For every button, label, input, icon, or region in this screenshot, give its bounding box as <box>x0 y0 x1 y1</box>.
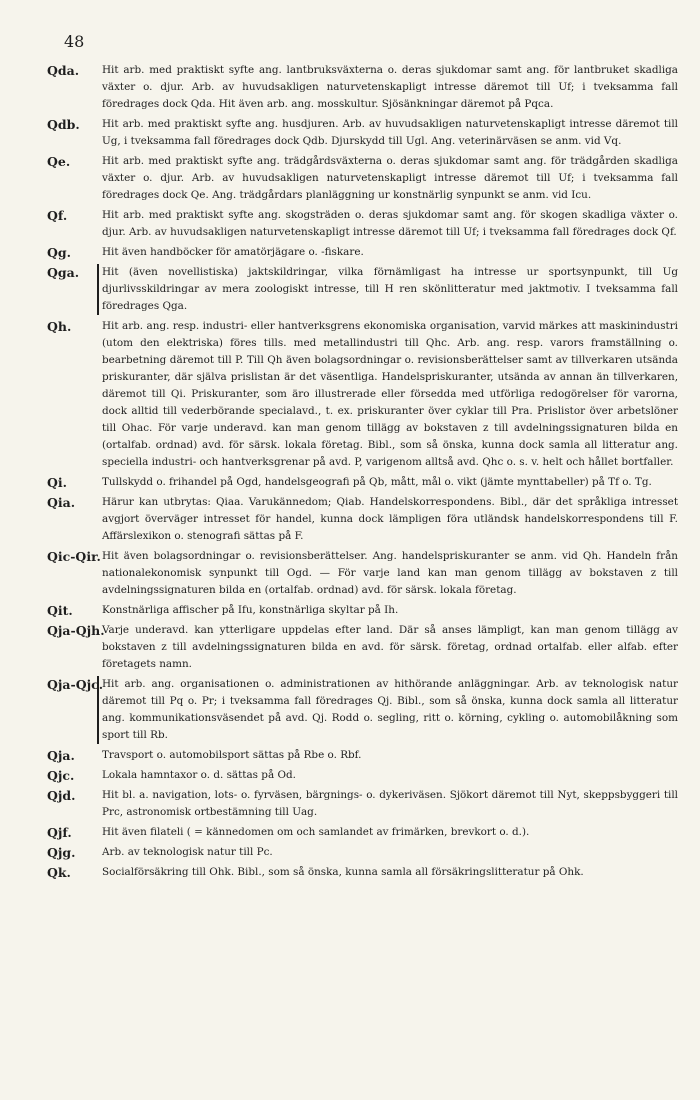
page-number: 48 <box>64 32 85 51</box>
entry <box>0 116 700 150</box>
entry-text: Hit bl. a. navigation, lots- o. fyrväsen, bärgnings- o. dykeriväsen. Sjökort däremot till Nyt, skeppsbyggeri till Prc, astronomisk ortbestämning till Uag. <box>102 789 678 818</box>
entry-text: Hit arb. med praktiskt syfte ang. trädgårdsväxterna o. deras sjukdomar samt ang. för trädgården skadliga växter o. djur. Arb. av huvudsakligen naturvetenskapligt intresse däremot till Uf; i tveksamma fall föredrages dock Qe. Ang. trädgårdars planläggning ur konstnärlig synpunkt se anm. vid Icu. <box>102 155 678 201</box>
entry-text: Travsport o. automobilsport sättas på Rbe o. Rbf. <box>102 749 362 761</box>
entry <box>0 767 700 784</box>
entry-text: Hit arb. med praktiskt syfte ang. skogsträden o. deras sjukdomar samt ang. för skogen skadliga växter o. djur. Arb. av huvudsakligen naturvetenskapligt intresse däremot till Uf; i tveksamma fall föredrages dock Qf. <box>102 209 678 238</box>
entry <box>0 824 700 841</box>
entry-code: Qga. <box>47 265 80 280</box>
entry-code: Qda. <box>47 63 80 78</box>
entry-text: Härur kan utbrytas: Qiaa. Varukännedom; Qiab. Handelskorrespondens. Bibl., där det språkliga intresset avgjort överväger intresset för handel, kunna dock lämpligen föra utländsk handelskorrespondens till F. Affärslexikon o. stenografi sättas på F. <box>102 496 678 542</box>
entry-code: Qjd. <box>47 788 76 803</box>
entry-code: Qjc. <box>47 768 75 783</box>
entry-text: Hit även bolagsordningar o. revisionsberättelser. Ang. handelspriskuranter se anm. vid Qh. Handeln från nationalekonomisk synpunkt till Ogd. — För varje land kan man genom tillägg av bokstaven z till avdelningssignaturen bilda en (ortalfab. ordnad) avd. för särsk. lokala företag. <box>102 550 678 596</box>
entry-code: Qjg. <box>47 845 76 860</box>
entry-code: Qic-Qir. <box>47 549 101 564</box>
entry-code: Qdb. <box>47 117 80 132</box>
entry-text: Lokala hamntaxor o. d. sättas på Od. <box>102 769 296 781</box>
entry <box>0 548 700 599</box>
entry <box>0 474 700 491</box>
entry-text: Hit (även novellistiska) jaktskildringar, vilka förnämligast ha intresse ur sportsynpunkt, till Ug djurlivsskildringar av mera zoologiskt intresse, till H ren skönlitteratur med jaktmotiv. I tveksamma fall föredrages Qga. <box>97 264 678 315</box>
entry-code: Qg. <box>47 245 71 260</box>
entry-code: Qit. <box>47 603 73 618</box>
entry-code: Qjf. <box>47 825 72 840</box>
entry-code: Qia. <box>47 495 76 510</box>
entry-text: Hit arb. med praktiskt syfte ang. lantbruksväxterna o. deras sjukdomar samt ang. för lantbruket skadliga växter o. djur. Arb. av huvudsakligen naturvetenskapligt intresse däremot till Uf; i tveksamma fall föredrages dock Qda. Hit även arb. ang. mosskultur. Sjösänkningar däremot på Pqca. <box>102 64 678 110</box>
entry <box>0 622 700 673</box>
entry-text: Arb. av teknologisk natur till Pc. <box>102 846 273 858</box>
entry-text: Hit även handböcker för amatörjägare o. -fiskare. <box>102 246 364 258</box>
entry-list <box>0 62 700 884</box>
entry <box>0 318 700 471</box>
entry <box>0 62 700 113</box>
entry <box>0 494 700 545</box>
entry-code: Qja. <box>47 748 75 763</box>
entry <box>0 153 700 204</box>
entry <box>0 747 700 764</box>
entry <box>0 864 700 881</box>
entry-text: Varje underavd. kan ytterligare uppdelas efter land. Där så anses lämpligt, kan man genom tillägg av bokstaven z till avdelningssignaturen bilda en avd. för särsk. företag, ordnad ortalfab. eller alfab. efter företagets namn. <box>102 624 678 670</box>
entry <box>0 676 700 744</box>
entry-text: Hit arb. ang. resp. industri- eller hantverksgrens ekonomiska organisation, varvid märkes att maskinindustri (utom den elektriska) föres tills. med metallindustri till Qhc. Arb. ang. resp. varors framställning o. bearbetning däremot till P. Till Qh även bolagsordningar o. revisionsberättelser samt av tillverkaren utsända priskuranter, där själva prislistan är det väsentliga. Handelspriskuranter, utsända av annan än tillverkaren, däremot till Qi. Priskuranter, som äro illustrerade eller försedda med utförliga redogörelser för varorna, dock alltid till vederbörande specialavd., t. ex. priskuranter över cyklar till Pra. Prislistor över arbetslöner till Ohac. För varje underavd. kan man genom tillägg av bokstaven z till avdelningssignaturen bilda en (ortalfab. ordnad) avd. för särsk. lokala företag. Bibl., som så önska, kunna dock samla all litteratur ang. speciella industri- och hantverksgrenar på avd. P, varigenom alltså avd. Qhc o. s. v. helt och hållet bortfaller. <box>102 320 678 468</box>
entry-text: Hit arb. med praktiskt syfte ang. husdjuren. Arb. av huvudsakligen naturvetenskapligt intresse däremot till Ug, i tveksamma fall föredrages dock Qdb. Djurskydd till Ugl. Ang. veterinärväsen se anm. vid Vq. <box>102 118 678 147</box>
entry-code: Qe. <box>47 154 71 169</box>
entry <box>0 787 700 821</box>
entry <box>0 244 700 261</box>
entry-text: Tullskydd o. frihandel på Ogd, handelsgeografi på Qb, mått, mål o. vikt (jämte mynttabeller) på Tf o. Tg. <box>102 476 652 488</box>
entry-text: Konstnärliga affischer på Ifu, konstnärliga skyltar på Ih. <box>102 604 399 616</box>
entry <box>0 207 700 241</box>
entry <box>0 602 700 619</box>
entry-code: Qi. <box>47 475 67 490</box>
entry-text: Hit även filateli ( = kännedomen om och samlandet av frimärken, brevkort o. d.). <box>102 826 530 838</box>
entry-text: Socialförsäkring till Ohk. Bibl., som så önska, kunna samla all försäkringslitteratur på Ohk. <box>102 866 584 878</box>
entry-text: Hit arb. ang. organisationen o. administrationen av hithörande anläggningar. Arb. av teknologisk natur däremot till Pq o. Pr; i tveksamma fall föredrages Qj. Bibl., som så önska, kunna dock samla all litteratur ang. kommunikationsväsendet på avd. Qj. Rodd o. segling, ritt o. körning, cykling o. automobilåkning som sport till Rb. <box>97 676 678 744</box>
entry-code: Qf. <box>47 208 68 223</box>
entry-code: Qja-Qjc. <box>47 677 104 692</box>
entry <box>0 844 700 861</box>
entry-code: Qh. <box>47 319 72 334</box>
entry-code: Qk. <box>47 865 71 880</box>
entry <box>0 264 700 315</box>
entry-code: Qja-Qjh. <box>47 623 105 638</box>
